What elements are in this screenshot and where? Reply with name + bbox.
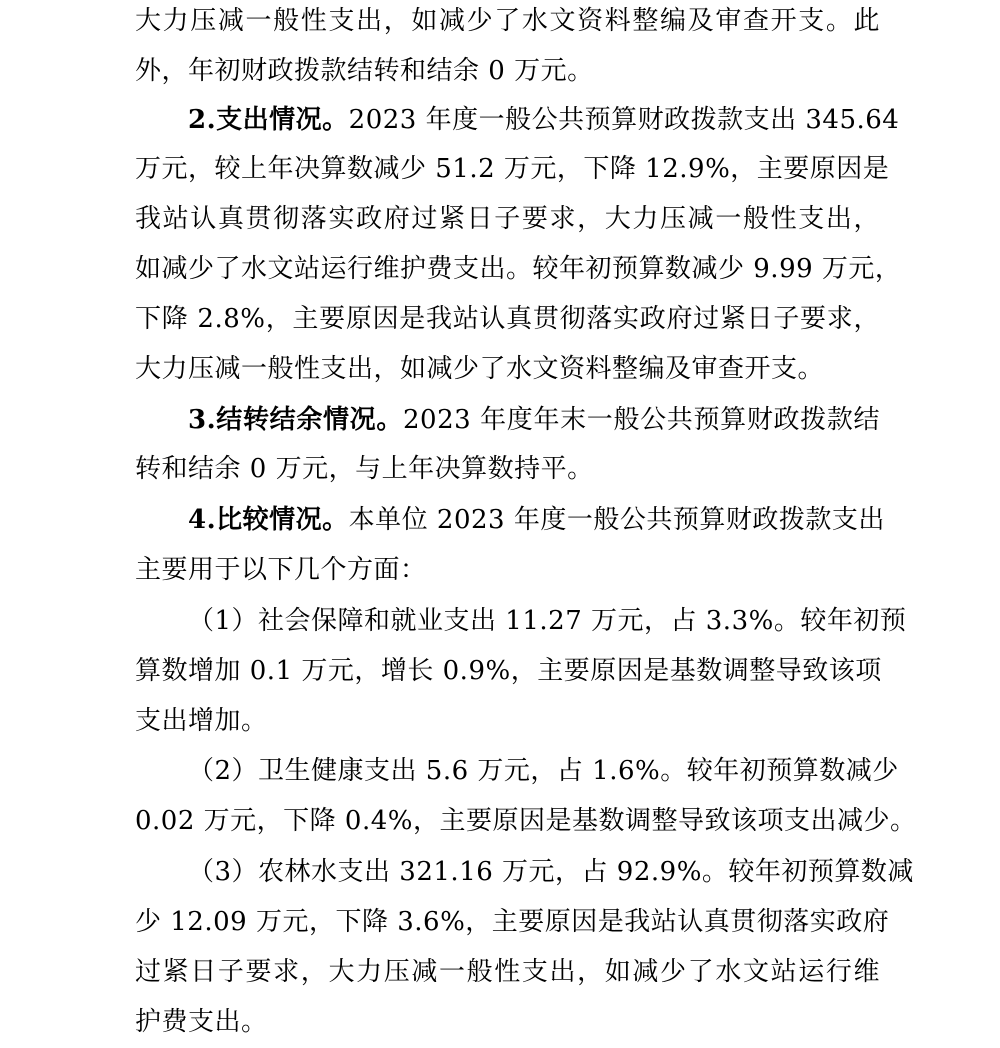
section-heading-line: 3.结转结余情况。2023 年度年末一般公共预算财政拨款结 — [188, 405, 880, 435]
paragraph-line: 外，年初财政拨款结转和结余 0 万元。 — [135, 56, 594, 86]
section-heading: 3.结转结余情况。 — [188, 405, 404, 435]
paragraph-line: 如减少了水文站运行维护费支出。较年初预算数减少 9.99 万元， — [135, 254, 902, 284]
paragraph-line: 大力压减一般性支出，如减少了水文资料整编及审查开支。 — [135, 354, 825, 384]
paragraph-line: 过紧日子要求，大力压减一般性支出，如减少了水文站运行维 — [135, 957, 880, 987]
paragraph-line: 转和结余 0 万元，与上年决算数持平。 — [135, 454, 594, 484]
paragraph-line: 护费支出。 — [135, 1007, 268, 1037]
section-heading: 4.比较情况。 — [188, 505, 349, 535]
paragraph-line: 主要用于以下几个方面： — [135, 555, 427, 585]
paragraph-line: 少 12.09 万元，下降 3.6%，主要原因是我站认真贯彻落实政府 — [135, 907, 890, 937]
paragraph-line: 算数增加 0.1 万元，增长 0.9%，主要原因是基数调整导致该项 — [135, 656, 882, 686]
paragraph-line: 大力压减一般性支出，如减少了水文资料整编及审查开支。此 — [135, 6, 880, 36]
paragraph-line: 我站认真贯彻落实政府过紧日子要求，大力压减一般性支出， — [135, 204, 880, 234]
section-heading-line: 4.比较情况。本单位 2023 年度一般公共预算财政拨款支出 — [188, 505, 885, 535]
paragraph-line: 0.02 万元，下降 0.4%，主要原因是基数调整导致该项支出减少。 — [135, 806, 917, 836]
list-item-line: （3）农林水支出 321.16 万元，占 92.9%。较年初预算数减 — [188, 857, 914, 887]
list-item-line: （1）社会保障和就业支出 11.27 万元，占 3.3%。较年初预 — [188, 606, 907, 636]
paragraph-line: 支出增加。 — [135, 706, 268, 736]
section-heading-line: 2.支出情况。2023 年度一般公共预算财政拨款支出 345.64 — [188, 105, 900, 135]
section-heading: 2.支出情况。 — [188, 105, 349, 135]
paragraph-line: 下降 2.8%，主要原因是我站认真贯彻落实政府过紧日子要求， — [135, 304, 880, 334]
paragraph-line: 万元，较上年决算数减少 51.2 万元，下降 12.9%，主要原因是 — [135, 154, 890, 184]
list-item-line: （2）卫生健康支出 5.6 万元，占 1.6%。较年初预算数减少 — [188, 756, 899, 786]
